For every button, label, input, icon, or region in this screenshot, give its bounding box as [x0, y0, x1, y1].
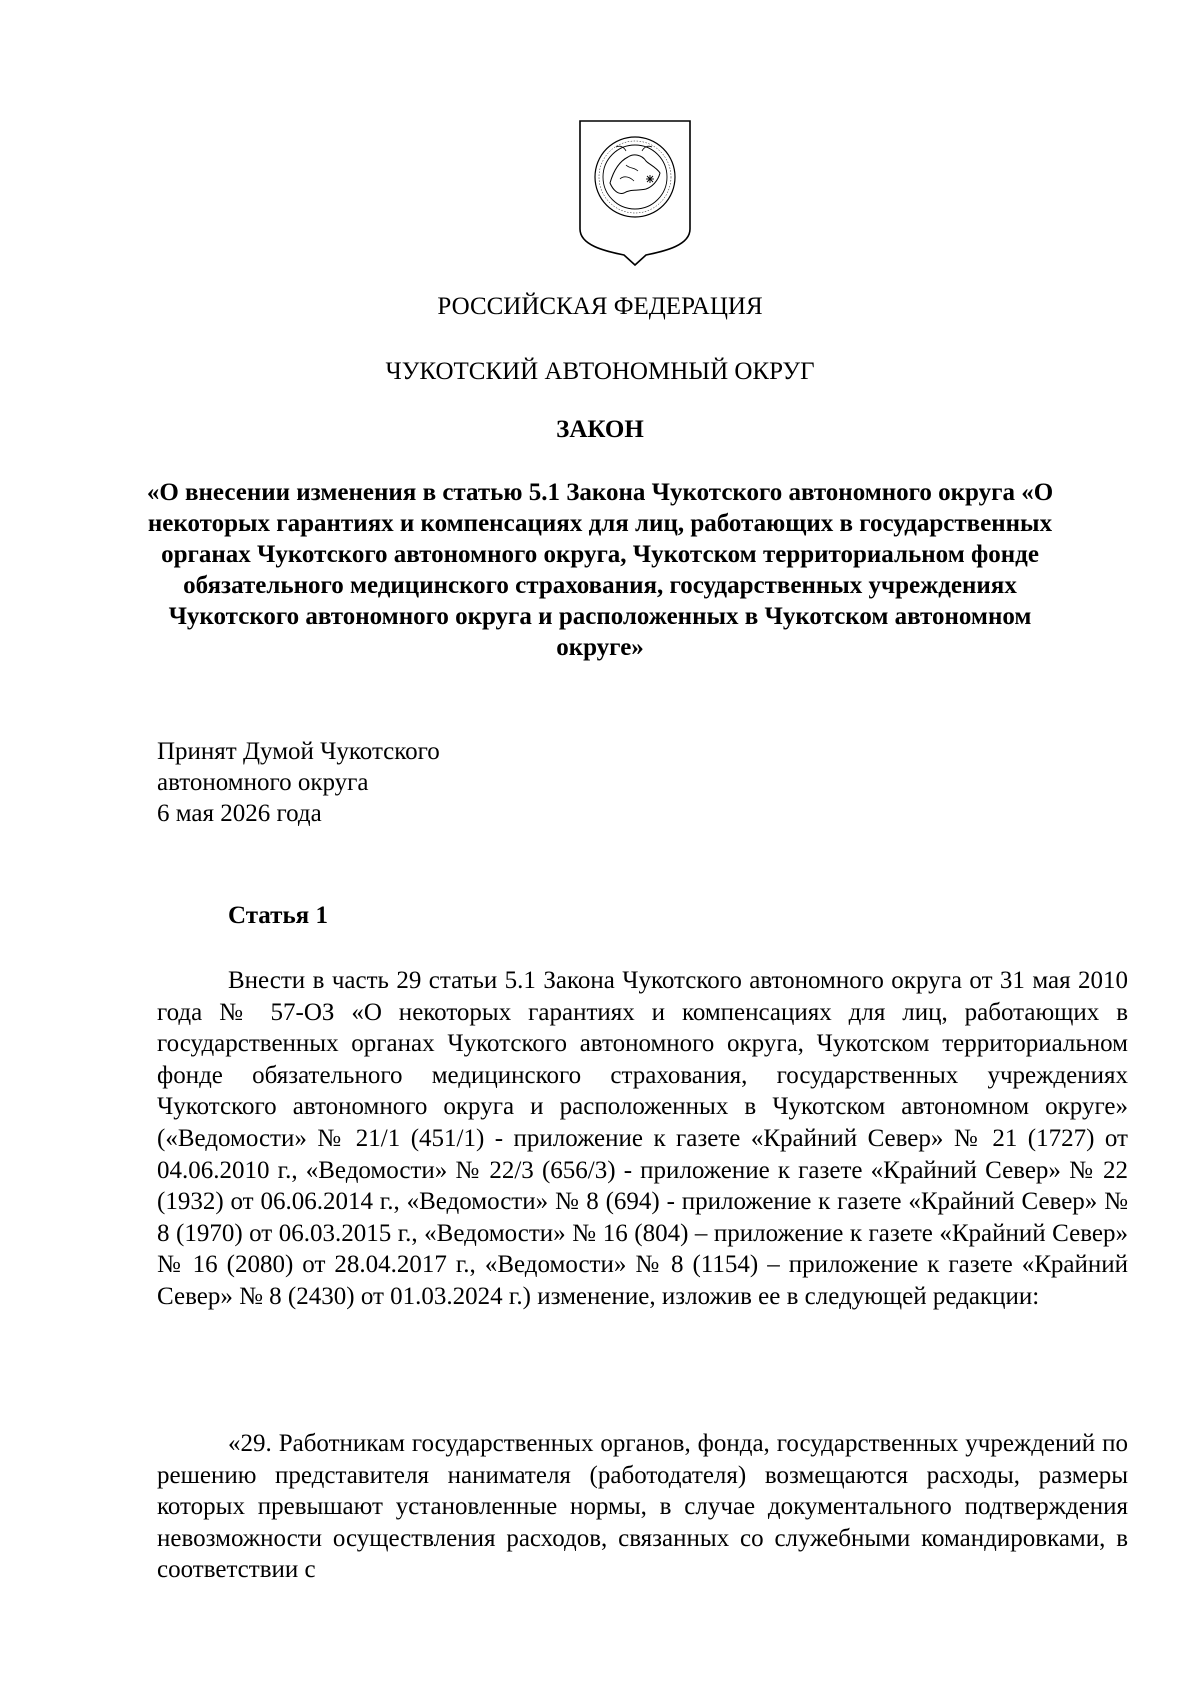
adoption-block: [157, 736, 440, 829]
document-type: ЗАКОН: [556, 416, 644, 443]
article-heading: Статья 1: [228, 902, 328, 929]
law-title: «О внесении изменения в статью 5.1 Закона Чукотского автономного округа «О некоторых гарантиях и компенсациях для лиц, работающих в государственных органах Чукотского автономного округа, Чукотском территориальном фонде обязательного медицинского страхования, государственных учреждениях Чукотского автономного округа и расположенных в Чукотском автономном округе»: [146, 479, 1054, 661]
adoption-line-2: автономного округа: [157, 769, 369, 796]
header-region: ЧУКОТСКИЙ АВТОНОМНЫЙ ОКРУГ: [385, 358, 815, 385]
article-paragraph-2: «29. Работникам государственных органов, фонда, государственных учреждений по решению представителя нанимателя (работодателя) возмещаются расходы, размеры которых превышают установленные нормы, в случае документального подтверждения невозможности осуществления расходов, связанных со служебными командировками, в соответствии с: [157, 1430, 1128, 1584]
adoption-line-1: Принят Думой Чукотского: [157, 738, 440, 765]
header-country: РОССИЙСКАЯ ФЕДЕРАЦИЯ: [437, 293, 763, 320]
coat-of-arms-icon: [576, 117, 694, 267]
adoption-date: 6 мая 2026 года: [157, 800, 322, 827]
article-paragraph-1: Внести в часть 29 статьи 5.1 Закона Чукотского автономного округа от 31 мая 2010 года № 57-ОЗ «О некоторых гарантиях и компенсациях для лиц, работающих в государственных органах Чукотского автономного округа, Чукотском территориальном фонде обязательного медицинского страхования, государственных учреждениях Чукотского автономного округа и расположенных в Чукотском автономном округе» («Ведомости» № 21/1 (451/1) - приложение к газете «Крайний Север» № 21 (1727) от 04.06.2010 г., «Ведомости» № 22/3 (656/3) - приложение к газете «Крайний Север» № 22 (1932) от 06.06.2014 г., «Ведомости» № 8 (694) - приложение к газете «Крайний Север» № 8 (1970) от 06.03.2015 г., «Ведомости» № 16 (804) – приложение к газете «Крайний Север» № 16 (2080) от 28.04.2017 г., «Ведомости» № 8 (1154) – приложение к газете «Крайний Север» № 8 (2430) от 01.03.2024 г.) изменение, изложив ее в следующей редакции:: [157, 967, 1128, 1310]
